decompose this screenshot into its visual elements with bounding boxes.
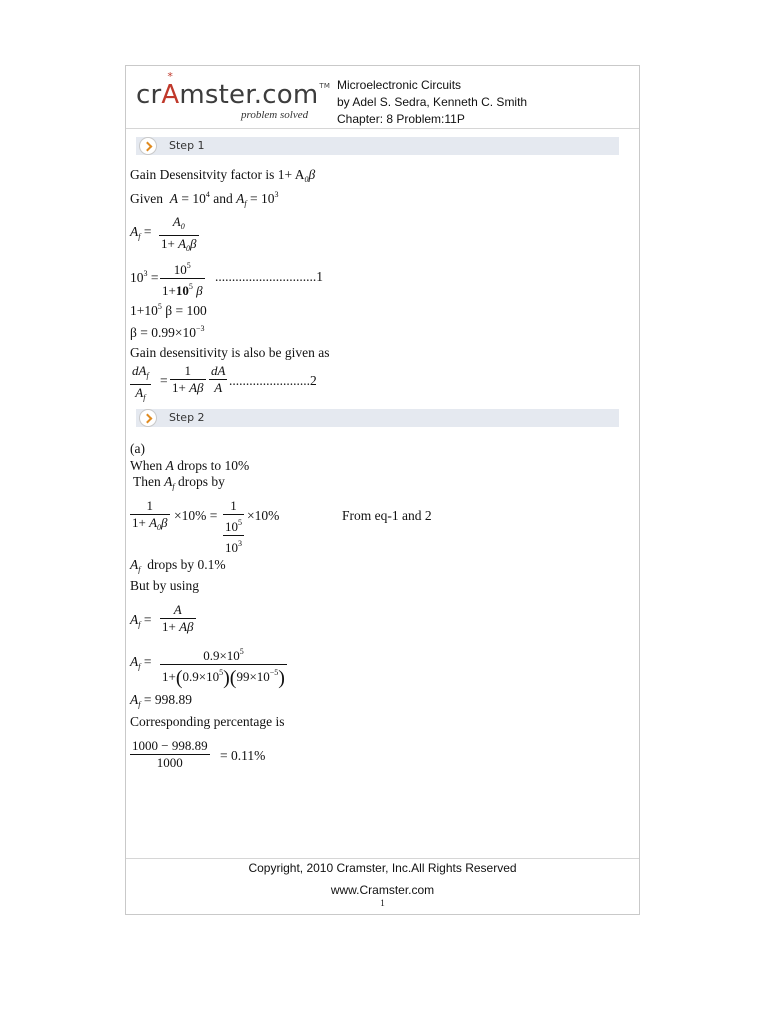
footer-divider	[126, 858, 639, 859]
af-fraction-1: $\frac{A_0}{1+ A_0\beta}$	[161, 214, 197, 253]
header-divider	[126, 128, 639, 129]
step-2-bar[interactable]	[136, 409, 619, 427]
desensitivity-also-line: Gain desensitivity is also be given as	[130, 345, 330, 360]
eq2-reference: ........................2	[229, 373, 317, 388]
af-fraction-3: $\frac{0.9\times 10^5}{1+(0.9\times 10^5)(99\times 10^{-5})}$	[160, 644, 287, 686]
drop-fraction-rhs: 1 $10^5$ $10^3$	[225, 498, 242, 555]
eq1-reference: ..............................1	[215, 269, 323, 284]
desensitivity-factor-line: Gain Desensitvity factor is $1+ A_0\beta$	[130, 167, 316, 184]
step-1-bar[interactable]	[136, 137, 619, 155]
copyright-text: Copyright, 2010 Cramster, Inc.All Rights Reserved	[248, 861, 517, 875]
eq1-lhs: $10^3$ =	[130, 269, 159, 285]
eq2-equals: =	[160, 373, 168, 388]
logo-star: *	[167, 70, 174, 83]
times-10-percent-1: ×10% =	[174, 508, 218, 523]
percentage-fraction: $\frac{1000 - 998.89}{1000}$	[132, 738, 208, 770]
percentage-result: = 0.11%	[220, 748, 266, 763]
logo-suffix: mster.com	[179, 80, 319, 110]
corresponding-percentage-line: Corresponding percentage is	[130, 714, 285, 729]
from-eq-note: From eq-1 and 2	[342, 508, 432, 523]
beta-equation-1: $1+10^5$ β = 100	[130, 302, 207, 318]
drop-fraction-lhs: $\frac{1}{1+ A_0\beta}$	[132, 498, 168, 532]
af-fraction-2: $\frac{A}{1+ A\beta}$	[162, 602, 194, 634]
daf-af-fraction: $dA_f$ $A_f$	[132, 363, 149, 402]
beta-equation-2: $\beta = 0.99\times 10^{-3}$	[130, 324, 205, 340]
logo-tm: TM	[319, 82, 331, 90]
given-line: Given $A = 10^4$ and $A_f = 10^3$	[130, 190, 279, 208]
logo-prefix: cr	[136, 80, 162, 110]
book-authors: by Adel S. Sedra, Kenneth C. Smith	[337, 95, 528, 109]
chevron-right-icon	[139, 409, 157, 427]
but-using-line: But by using	[130, 578, 200, 593]
times-10-percent-2: ×10%	[247, 508, 280, 523]
part-a-label: (a)	[130, 441, 145, 456]
when-a-drops-line: When A drops to 10%	[130, 458, 250, 473]
document-page	[125, 65, 640, 915]
step-1-label: Step 1	[169, 139, 205, 152]
af-drops-line: $A_f$ drops by 0.1%	[130, 557, 226, 574]
eq2-fraction-1: $\frac{1}{1+ A\beta}$	[172, 363, 204, 395]
logo-a: A *	[161, 70, 180, 110]
header-info	[337, 77, 527, 128]
af-lhs-2: $A_f$ =	[130, 612, 152, 629]
logo-tagline: problem solved	[241, 109, 309, 121]
website-link[interactable]: www.Cramster.com	[330, 883, 435, 897]
chevron-right-icon	[139, 137, 157, 155]
step-2-label: Step 2	[169, 411, 205, 424]
af-value-line: $A_f = 998.89$	[130, 692, 192, 709]
chapter-problem: Chapter: 8 Problem:11P	[337, 112, 465, 126]
page-number: 1	[380, 898, 385, 908]
eq1-fraction: $\frac{10^5}{1+10^5 \beta}$	[160, 258, 205, 299]
af-lhs-3: $A_f$ =	[130, 654, 152, 671]
eq2-fraction-2: $\frac{dA}{A}$	[211, 363, 226, 395]
cramster-logo	[136, 70, 331, 110]
then-af-drops-line: Then $A_f$ drops by	[133, 474, 225, 491]
book-title: Microelectronic Circuits	[337, 78, 462, 92]
af-lhs-1: $A_f$ =	[130, 224, 152, 241]
